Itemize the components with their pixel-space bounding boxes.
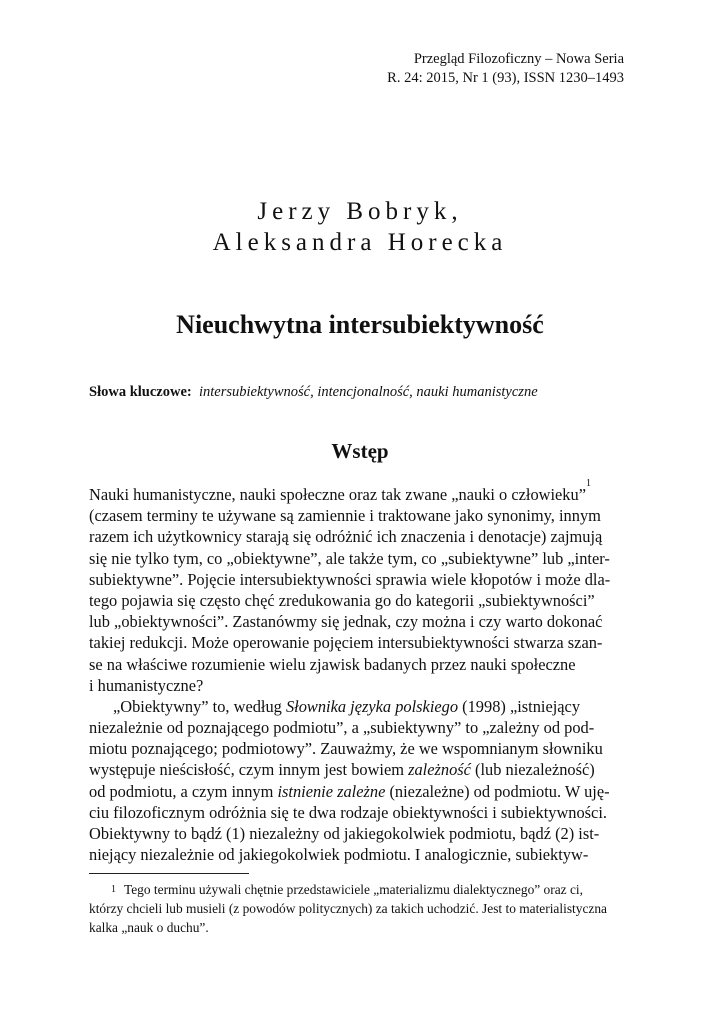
text-line: niezależnie od poznającego podmiotu”, a „subiektywny” to „zależny od pod- [89,718,595,738]
text-line: miotu poznającego; podmiotowy”. Zauważmy, że we wspomnianym słowniku [89,739,603,759]
text-line: (czasem terminy te używane są zamiennie i traktowane jako synonimy, innym [89,506,601,526]
keywords [89,382,538,402]
author-2: Aleksandra Horecka [212,229,508,256]
text-line: od podmiotu, a czym innym istnienie zależne (niezależne) od podmiotu. W uję- [89,781,610,801]
author-1: Jerzy Bobryk, [257,198,463,225]
footnote-number: 1 [111,884,116,895]
footnote [89,880,621,937]
footnote-divider [89,873,249,874]
footnote-line: 1 Tego terminu używali chętnie przedstawiciele „materializmu dialektycznego” oraz ci, [111,882,583,897]
text-line: Obiektywny to bądź (1) niezależny od jakiegokolwiek podmiotu, bądź (2) ist- [89,824,600,843]
journal-issue: R. 24: 2015, Nr 1 (93), ISSN 1230–1493 [387,70,624,86]
text-line: się nie tylko tym, co „obiektywne”, ale także tym, co „subiektywne” lub „inter- [89,548,610,568]
footnote-line: kalka „nauk o duchu”. [89,920,209,935]
dictionary-title: Słownika języka polskiego [285,696,459,716]
authors [0,196,720,258]
text-line: takiej redukcji. Może operowanie pojęciem intersubiektywności stwarza szan- [89,633,603,653]
text-line: Nauki humanistyczne, nauki społeczne oraz tak zwane „nauki o człowieku” 1 [89,478,591,504]
footnote-line: którzy chcieli lub musieli (z powodów politycznych) za takich uchodzić. Jest to materialistyczna [89,901,607,916]
journal-name: Przegląd Filozoficzny – Nowa Seria [413,51,624,67]
body-text [89,478,621,865]
section-title: Wstęp [331,439,389,463]
keywords-value: intersubiektywność, intencjonalność, nauki humanistyczne [198,384,538,400]
text-line: niejący niezależnie od jakiegokolwiek podmiotu. I analogicznie, subiektyw- [89,845,589,865]
keywords-label: Słowa kluczowe: [89,384,192,400]
text-line: razem ich użytkownicy starają się odróżnić ich znaczenia i denotacje) zajmują [89,527,603,547]
text-line: subiektywne”. Pojęcie intersubiektywności sprawia wiele kłopotów i może dla- [89,569,611,589]
article-title: Nieuchwytna intersubiektywność [176,310,544,339]
text-line: se na właściwe rozumienie wielu zjawisk badanych przez nauki społeczne [89,654,576,674]
text-line: lub „obiektywności”. Zastanówmy się jednak, czy można i czy warto dokonać [89,612,603,632]
journal-header [387,50,624,88]
footnote-ref: 1 [585,478,591,489]
text-line: „Obiektywny” to, według Słownika języka polskiego (1998) „istniejący [113,696,581,716]
paragraph-1 [89,478,621,696]
text-line: występuje nieścisłość, czym innym jest bowiem zależność (lub niezależność) [89,760,595,780]
text-line: tego pojawia się często chęć zredukowania go do kategorii „subiektywności” [89,590,595,610]
text-line: ciu filozoficznym odróżnia się te dwa rodzaje obiektywności i subiektywności. [89,802,607,822]
text-line: i humanistyczne? [89,675,204,695]
paragraph-2 [89,696,621,866]
